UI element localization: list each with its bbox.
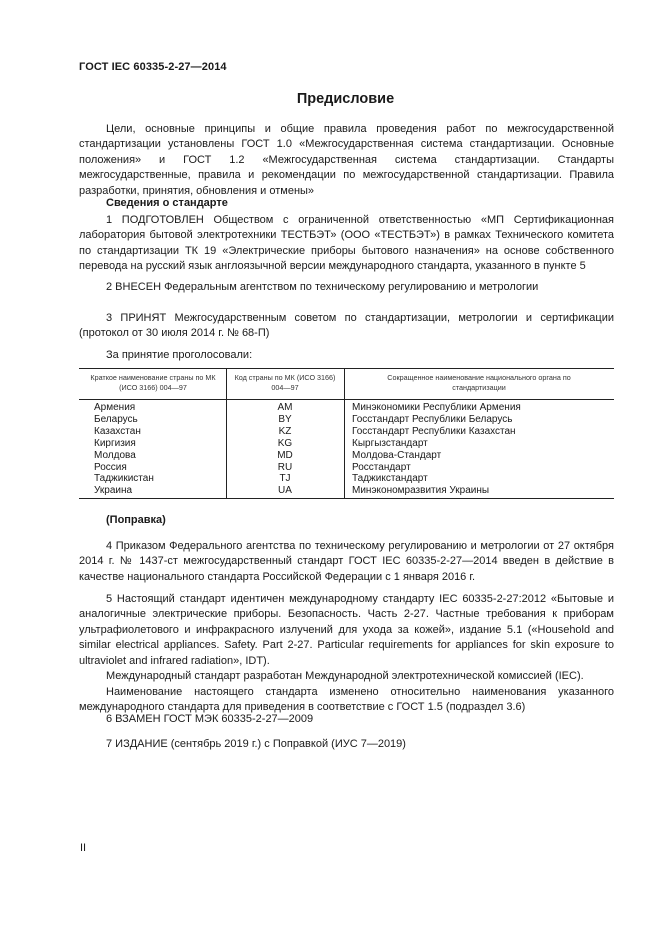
table-cell-body: Таджикстандарт (352, 473, 428, 485)
section-heading: Сведения о стандарте (106, 197, 228, 209)
item-4: 4 Приказом Федерального агентства по техническому регулированию и метрологии от 27 октября 2014 г. № 1437-ст межгосударственный стандарт ГОСТ IEC 60335-2-27—2014 введен в действие в качестве национального стандарта Российской Федерации с 1 января 2016 г. (79, 540, 614, 583)
table-cell-body: Молдова-Стандарт (352, 449, 442, 461)
amendment-label: (Поправка) (106, 514, 166, 526)
table-column-body (352, 402, 602, 497)
table-cell-body: Кыргызстандарт (352, 437, 428, 449)
table-cell-body: Росстандарт (352, 461, 411, 473)
table-header-rule (79, 399, 614, 400)
table-cell-country: Армения (94, 402, 136, 413)
table-cell-country: Киргизия (94, 437, 136, 449)
table-divider (344, 369, 345, 498)
table-header-body: Сокращенное наименование национального органа по стандартизации (387, 373, 571, 392)
table-cell-code: BY (278, 413, 292, 425)
table-cell-country: Украина (94, 485, 133, 497)
table-cell-body: Госстандарт Республики Беларусь (352, 413, 513, 425)
table-cell-code: RU (277, 461, 293, 473)
table-cell-body: Минэкономики Республики Армения (352, 402, 521, 413)
table-cell-code: MD (277, 449, 293, 461)
table-header-code: Код страны по МК (ИСО 3166) 004—97 (234, 373, 336, 392)
voted-label: За принятие проголосовали: (106, 349, 253, 361)
table-cell-country: Беларусь (94, 413, 138, 425)
table-cell-code: KZ (278, 425, 292, 437)
item-2: 2 ВНЕСЕН Федеральным агентством по техническому регулированию и метрологии (106, 281, 539, 293)
page-title: Предисловие (296, 91, 395, 107)
table-column-code (232, 402, 338, 497)
page-number: II (80, 842, 87, 854)
table-cell-code: TJ (279, 473, 291, 485)
item-7: 7 ИЗДАНИЕ (сентябрь 2019 г.) с Поправкой (ИУС 7—2019) (106, 738, 406, 750)
table-cell-body: Госстандарт Республики Казахстан (352, 425, 516, 437)
item-1: 1 ПОДГОТОВЛЕН Обществом с ограниченной ответственностью «МП Сертификационная лаборатория бытовой электротехники ТЕСТБЭТ» (ООО «ТЕСТБЭТ») в рамках Технического комитета по стандартизации ТК 19 «Электрические приборы бытового назначения» на основе собственного перевода на русский язык англоязычной версии международного стандарта, указанного в пункте 5 (79, 214, 614, 273)
item-5: 5 Настоящий стандарт идентичен международному стандарту IEC 60335-2-27:2012 «Бытовые и аналогичные электрические приборы. Безопасность. Часть 2-27. Частные требования к приборам ультрафиолетового и инфракрасного излучений для ухода за кожей», издание 5.1 («Household and similar electrical appliances. Safety. Part 2-27. Particular requirements for appliances for skin exposure to ultraviolet and infrared radiation», IDT). (79, 593, 614, 667)
table-cell-country: Казахстан (94, 425, 141, 437)
item-5-issuer: Международный стандарт разработан Международной электротехнической комиссией (IEC). (106, 670, 584, 682)
table-header-country: Краткое наименование страны по МК (ИСО 3166) 004—97 (90, 373, 216, 392)
item-5-name-change: Наименование настоящего стандарта изменено относительно наименования указанного международного стандарта для приведения в соответствие с ГОСТ 1.5 (подраздел 3.6) (79, 686, 614, 714)
voting-table (79, 368, 614, 499)
intro-paragraph: Цели, основные принципы и общие правила проведения работ по межгосударственной стандартизации установлены ГОСТ 1.0 «Межгосударственная система стандартизации. Основные положения» и ГОСТ 1.2 «Межгосударственная система стандартизации. Стандарты межгосударственные, правила и рекомендации по межгосударственной стандартизации. Правила разработки, принятия, обновления и отмены» (79, 123, 614, 197)
table-cell-country: Таджикистан (94, 473, 154, 485)
table-cell-country: Молдова (94, 449, 136, 461)
table-cell-code: KG (277, 437, 293, 449)
table-cell-code: UA (278, 485, 292, 497)
table-divider (226, 369, 227, 498)
item-3: 3 ПРИНЯТ Межгосударственным советом по стандартизации, метрологии и сертификации (протокол от 30 июля 2014 г. № 68-П) (79, 312, 614, 340)
document-id: ГОСТ IEC 60335-2-27—2014 (79, 61, 227, 73)
table-column-country (94, 402, 214, 497)
table-cell-body: Минэкономразвития Украины (352, 485, 490, 497)
table-cell-code: AM (277, 402, 293, 413)
item-6: 6 ВЗАМЕН ГОСТ МЭК 60335-2-27—2009 (106, 713, 314, 725)
table-cell-country: Россия (94, 461, 127, 473)
